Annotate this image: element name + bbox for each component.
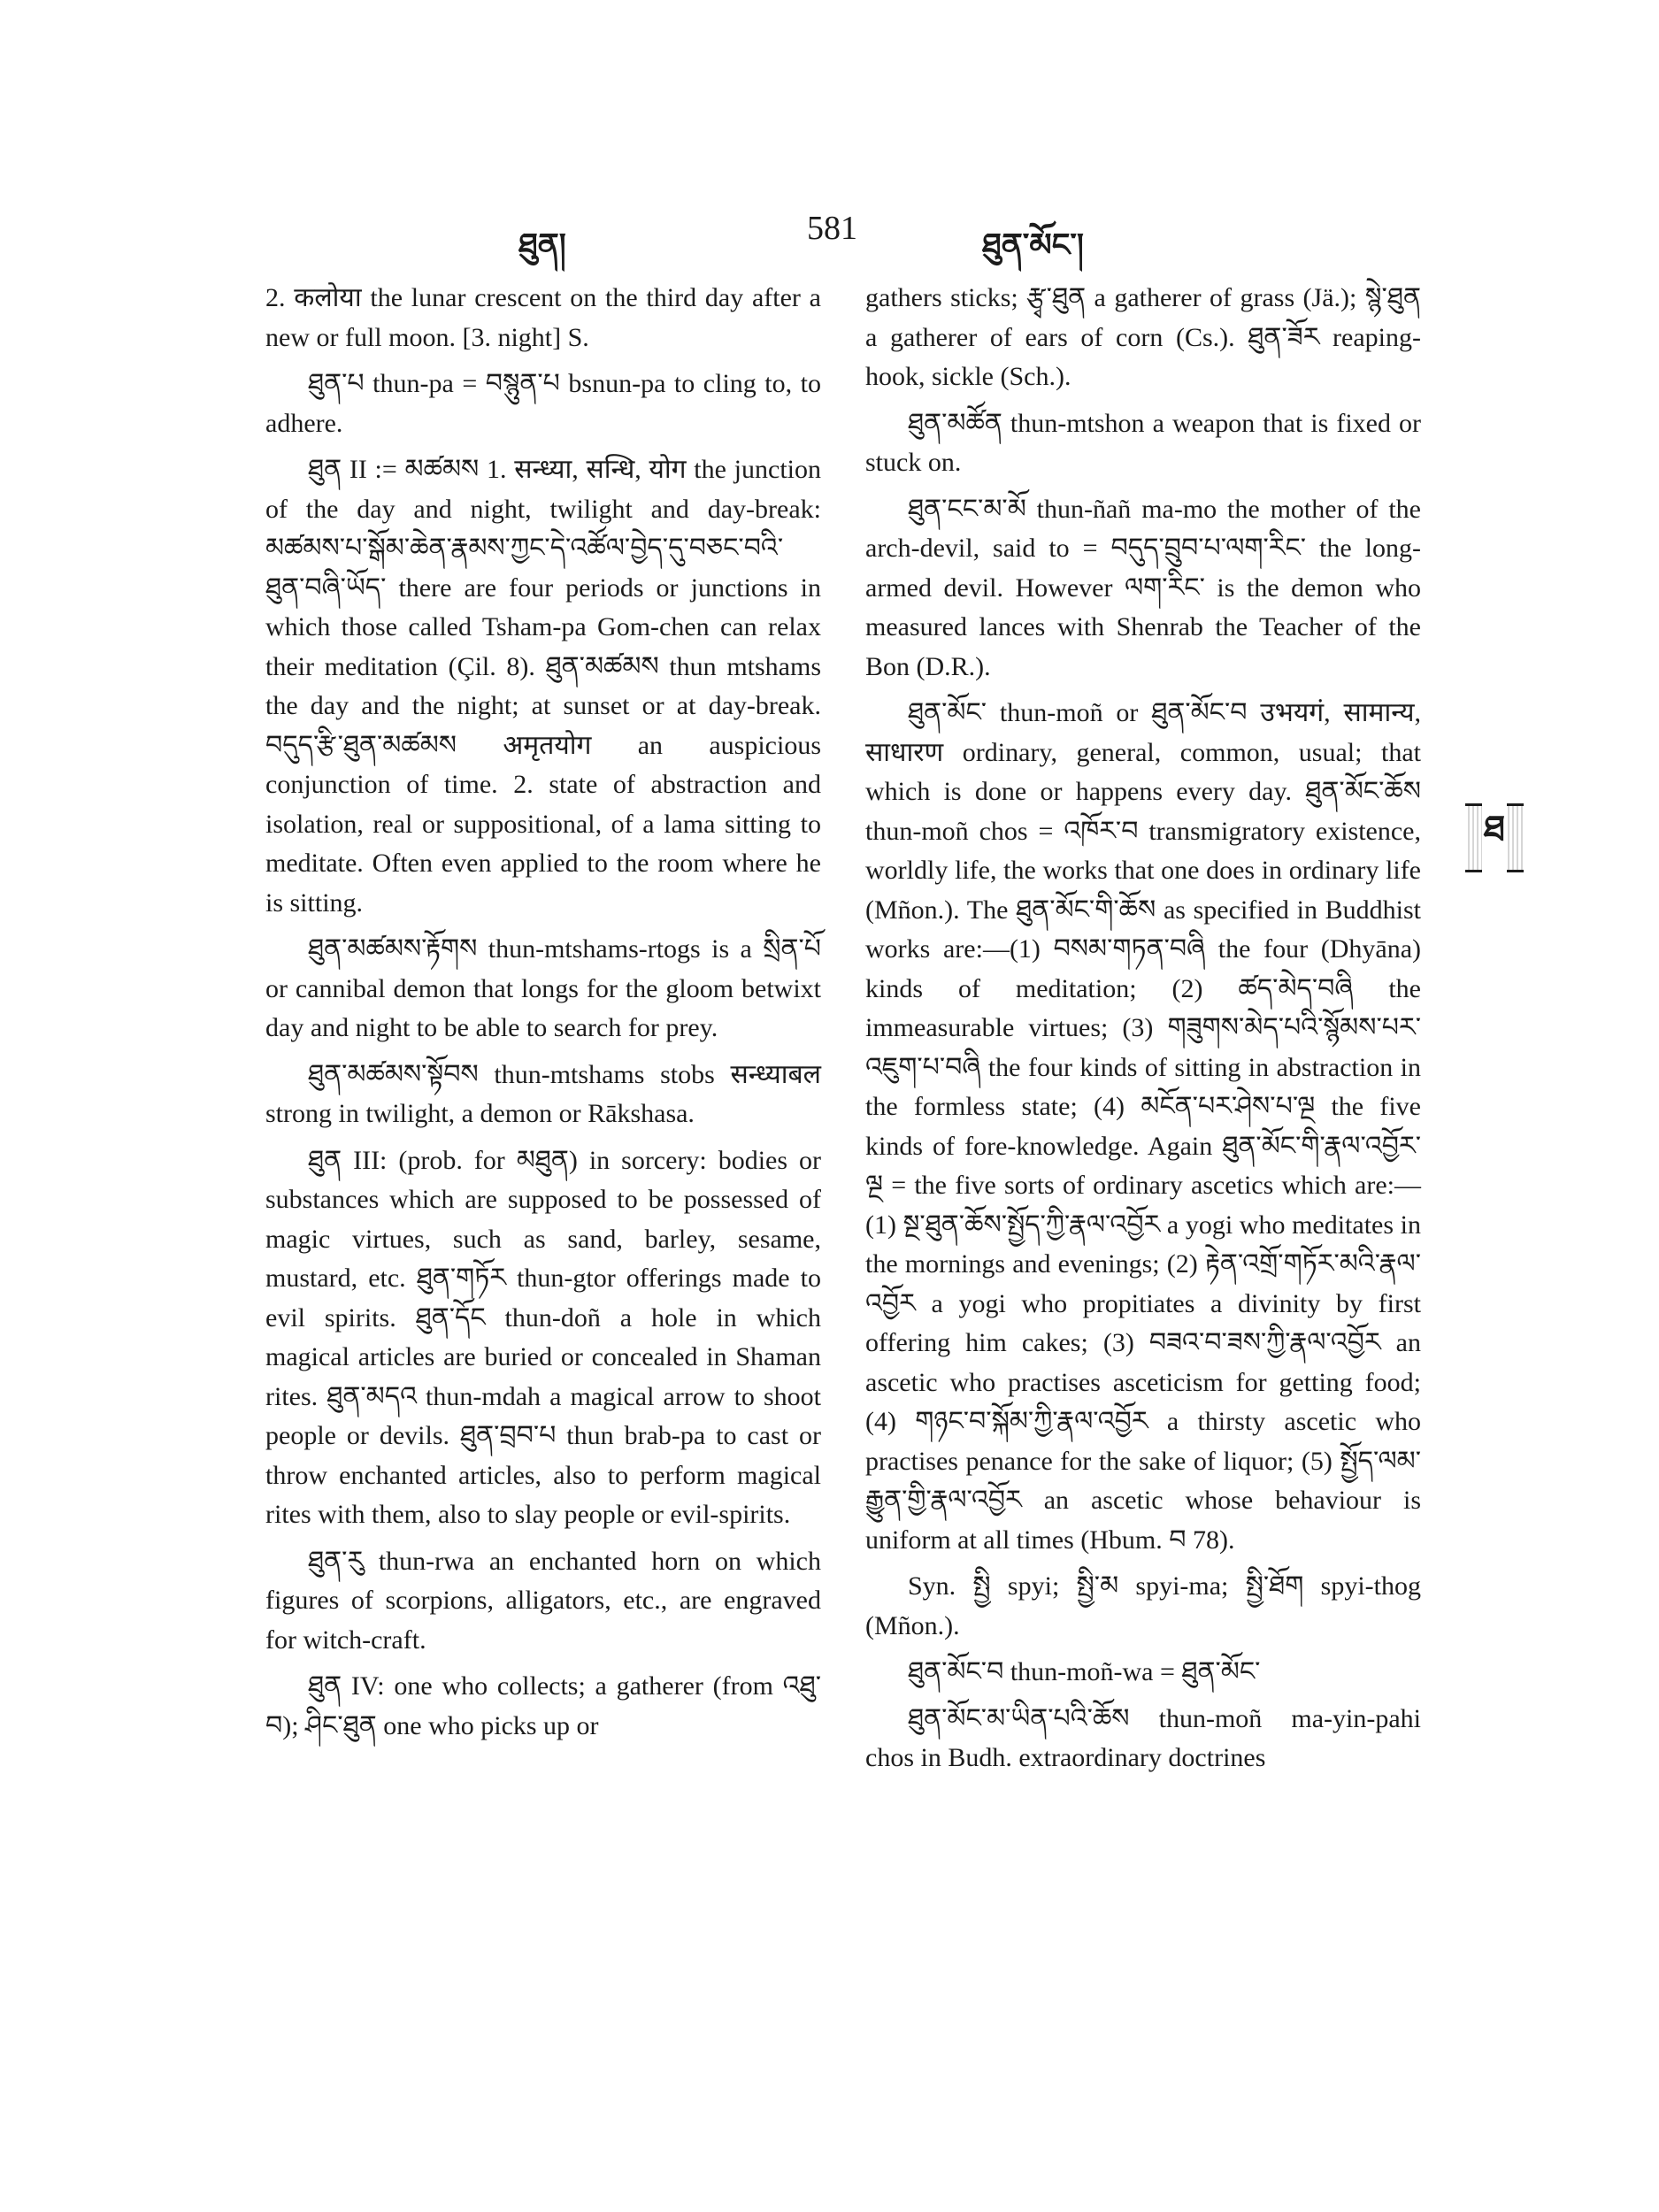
- entry-thun-pa: ཐུན་པ thun-pa = བསྙུན་པ bsnun-pa to cling to, to adhere.: [265, 369, 821, 438]
- entry-gatherer-continued: gathers sticks; རྩྭ་ཐུན a gatherer of grass (Jä.); སྙེ་ཐུན a gatherer of ears of corn (Cs.). ཐུན་ཟོར reaping-hook, sickle (Sch.).: [865, 283, 1421, 391]
- thumb-index-letter: ཐ: [1482, 788, 1507, 888]
- running-header: [0, 209, 1659, 262]
- left-column: [265, 279, 821, 1753]
- right-column: [865, 279, 1421, 1786]
- left-running-headword: ཐུན།: [518, 227, 566, 264]
- entry-lunar-crescent: 2. कलोया the lunar crescent on the third day after a new or full moon. [3. night] S.: [265, 283, 821, 352]
- page-number: 581: [807, 210, 857, 247]
- entry-thun-mon: ཐུན་མོང་ thun-moñ or ཐུན་མོང་བ उभयगं, सामान्य, साधारण ordinary, general, common, usual; that which is done or happens every day. ཐུན་མོང་ཆོས thun-moñ chos = འཁོར་བ transmigratory existence, worldly life, the works that one does in ordinary life (Mñon.). The ཐུན་མོང་གི་ཆོས as specified in Buddhist works are:—(1) བསམ་གཏན་བཞི the four (Dhyāna) kinds of meditation; (2) ཚད་མེད་བཞི the immeasurable virtues; (3) གཟུགས་མེད་པའི་སྙོམས་པར་འཇུག་པ་བཞི the four kinds of sitting in abstraction in the formless state; (4) མངོན་པར་ཤེས་པ་ལྔ the five kinds of fore-knowledge. Again ཐུན་མོང་གི་རྣལ་འབྱོར་ལྔ = the five sorts of ordinary ascetics which are:—(1) སྔ་ཐུན་ཆོས་སྤྱོད་ཀྱི་རྣལ་འབྱོར a yogi who meditates in the mornings and evenings; (2) རྟེན་འགྲོ་གཏོར་མའི་རྣལ་འབྱོར a yogi who propitiates a divinity by first offering him cakes; (3) བཟའ་བ་ཟས་ཀྱི་རྣལ་འབྱོར an ascetic who practises asceticism for getting food; (4) གཉང་བ་སྐོམ་ཀྱི་རྣལ་འབྱོར a thirsty ascetic who practises penance for the sake of liquor; (5) སྤྱོད་ལམ་རྒྱུན་གྱི་རྣལ་འབྱོར an ascetic whose behaviour is uniform at all times (Hbum. བ 78).: [865, 698, 1421, 1555]
- entry-thun-mon-ma-yin-pahi-chos: ཐུན་མོང་མ་ཡིན་པའི་ཆོས thun-moñ ma-yin-pahi chos in Budh. extraordinary doctrines: [865, 1703, 1421, 1772]
- right-running-headword: ཐུན་མོང་།: [982, 227, 1084, 264]
- entry-synonyms: Syn. སྤྱི spyi; སྤྱི་མ spyi-ma; སྤྱི་ཐོག spyi-thog (Mñon.).: [865, 1571, 1421, 1640]
- entry-thun-iv: ཐུན IV: one who collects; a gatherer (from འཐུ་བ); ཤིང་ཐུན one who picks up or: [265, 1671, 821, 1740]
- thumb-index-tab: [1465, 803, 1524, 872]
- entry-thun-mtshams-stobs: ཐུན་མཚམས་སྟོབས thun-mtshams stobs सन्ध्याबल strong in twilight, a demon or Rākshasa.: [265, 1059, 821, 1128]
- entry-thun-ii: ཐུན II := མཚམས 1. सन्ध्या, सन्धि, योग the junction of the day and night, twilight and day-break: མཚམས་པ་སྒོམ་ཆེན་རྣམས་ཀྱང་དེ་འཚོལ་བྱེད་དུ་བཅང་བའི་ཐུན་བཞི་ཡོད་ there are four periods or junctions in which those called Tsham-pa Gom-chen can relax their meditation (Çil. 8). ཐུན་མཚམས thun mtshams the day and the night; at sunset or at day-break. བདུད་རྩི་ཐུན་མཚམས अमृतयोग an auspicious conjunction of time. 2. state of abstraction and isolation, real or suppositional, of a lama sitting to meditate. Often even applied to the room where he is sitting.: [265, 455, 821, 918]
- entry-thun-rwa: ཐུན་རུ thun-rwa an enchanted horn on which figures of scorpions, alligators, etc., are engraved for witch-craft.: [265, 1546, 821, 1655]
- entry-thun-mtshon: ཐུན་མཚོན thun-mtshon a weapon that is fixed or stuck on.: [865, 408, 1421, 477]
- entry-thun-mtshams-rtogs: ཐུན་མཚམས་རྟོགས thun-mtshams-rtogs is a སྲིན་པོ or cannibal demon that longs for the gloom betwixt day and night to be able to search for prey.: [265, 934, 821, 1042]
- entry-thun-iii: ཐུན III: (prob. for མཐུན) in sorcery: bodies or substances which are supposed to be possessed of magic virtues, such as sand, barley, sesame, mustard, etc. ཐུན་གཏོར thun-gtor offerings made to evil spirits. ཐུན་དོང thun-doñ a hole in which magical articles are buried or concealed in Shaman rites. ཐུན་མདའ thun-mdah a magical arrow to shoot people or devils. ཐུན་བྲབ་པ thun brab-pa to cast or throw enchanted articles, also to perform magical rites with them, also to slay people or evil-spirits.: [265, 1145, 821, 1529]
- entry-thun-nan-ma-mo: ཐུན་ངང་མ་མོ thun-ñañ ma-mo the mother of the arch-devil, said to = བདུད་བྲུབ་པ་ལག་རིང་ the long-armed devil. However ལག་རིང་ is the demon who measured lances with Shenrab the Teacher of the Bon (D.R.).: [865, 494, 1421, 681]
- entry-thun-mon-wa: ཐུན་མོང་བ thun-moñ-wa = ཐུན་མོང་: [908, 1657, 1261, 1686]
